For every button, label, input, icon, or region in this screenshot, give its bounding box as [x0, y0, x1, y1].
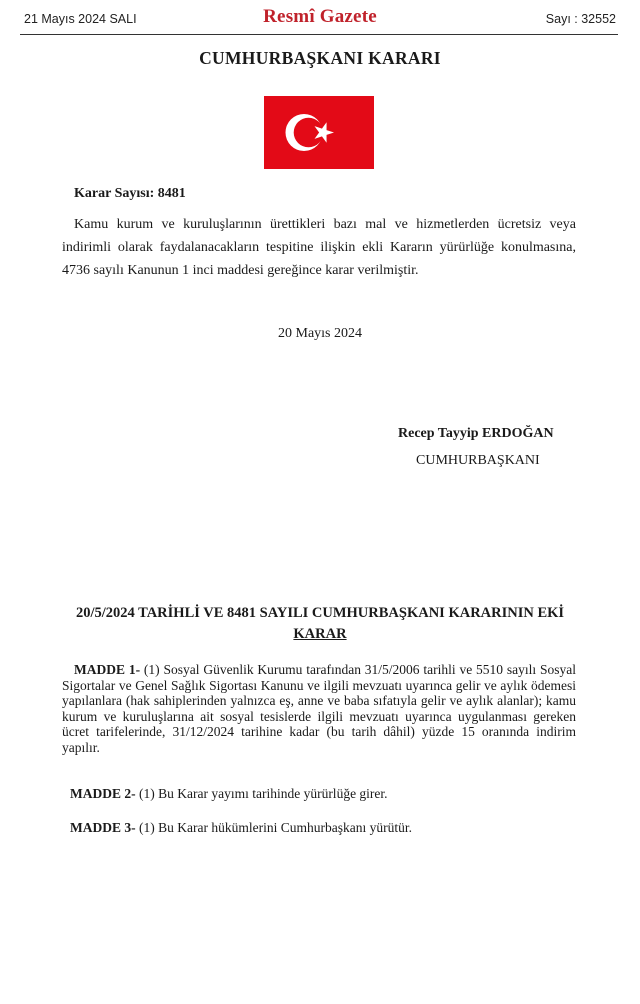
issue-number: Sayı : 32552 — [545, 12, 616, 26]
article-3-text: (1) Bu Karar hükümlerini Cumhurbaşkanı yürütür. — [139, 820, 412, 835]
turkish-flag-icon — [264, 96, 374, 169]
article-2-text: (1) Bu Karar yayımı tarihinde yürürlüğe girer. — [139, 786, 388, 801]
document-title: CUMHURBAŞKANI KARARI — [199, 48, 441, 68]
intro-paragraph — [62, 213, 576, 282]
flag-crescent-inner — [294, 118, 324, 148]
article-3 — [70, 820, 412, 836]
annex-title: 20/5/2024 TARİHLİ VE 8481 SAYILI CUMHURBAŞKANI KARARININ EKİ — [75, 605, 565, 621]
article-3-label: MADDE 3- — [70, 820, 136, 835]
gazette-title: Resmî Gazete — [263, 6, 377, 27]
article-2-label: MADDE 2- — [70, 786, 136, 801]
article-1-label: MADDE 1- — [74, 662, 141, 677]
article-1 — [62, 662, 576, 756]
annex-subtitle: KARAR — [293, 626, 347, 642]
decision-date: 20 Mayıs 2024 — [278, 326, 362, 341]
article-1-text: (1) Sosyal Güvenlik Kurumu tarafından 31/5/2006 tarihli ve 5510 sayılı Sosyal Sigortalar ve Genel Sağlık Sigortası Kanunu ve ilgili mevzuatı uyarınca gelir ve aylık ödemesi yapılanlara (hak sahiplerinden yalnızca eş, anne ve baba sıfatıyla gelir ve aylık alanlar); kamu kurum ve kuruluşlarına ait sosyal tesislerde ilgili mevzuatı uyarınca uygulanması gereken ücret tarifelerinde, 31/12/2024 tarihine kadar (bu tarih dâhil) yüzde 15 oranında indirim yapılır. — [62, 662, 576, 755]
decision-number: Karar Sayısı: 8481 — [74, 186, 186, 201]
intro-text: Kamu kurum ve kuruluşlarının ürettikleri bazı mal ve hizmetlerden ücretsiz veya indirimli olarak faydalanacakların tespitine ilişkin ekli Kararın yürürlüğe konulmasına, 4736 sayılı Kanunun 1 inci maddesi gereğince karar verilmiştir. — [62, 217, 576, 278]
article-2 — [70, 786, 388, 802]
signatory-title: CUMHURBAŞKANI — [416, 453, 540, 468]
header-date: 21 Mayıs 2024 SALI — [24, 12, 137, 26]
header-divider — [20, 34, 618, 35]
signatory-name: Recep Tayyip ERDOĞAN — [398, 426, 554, 441]
